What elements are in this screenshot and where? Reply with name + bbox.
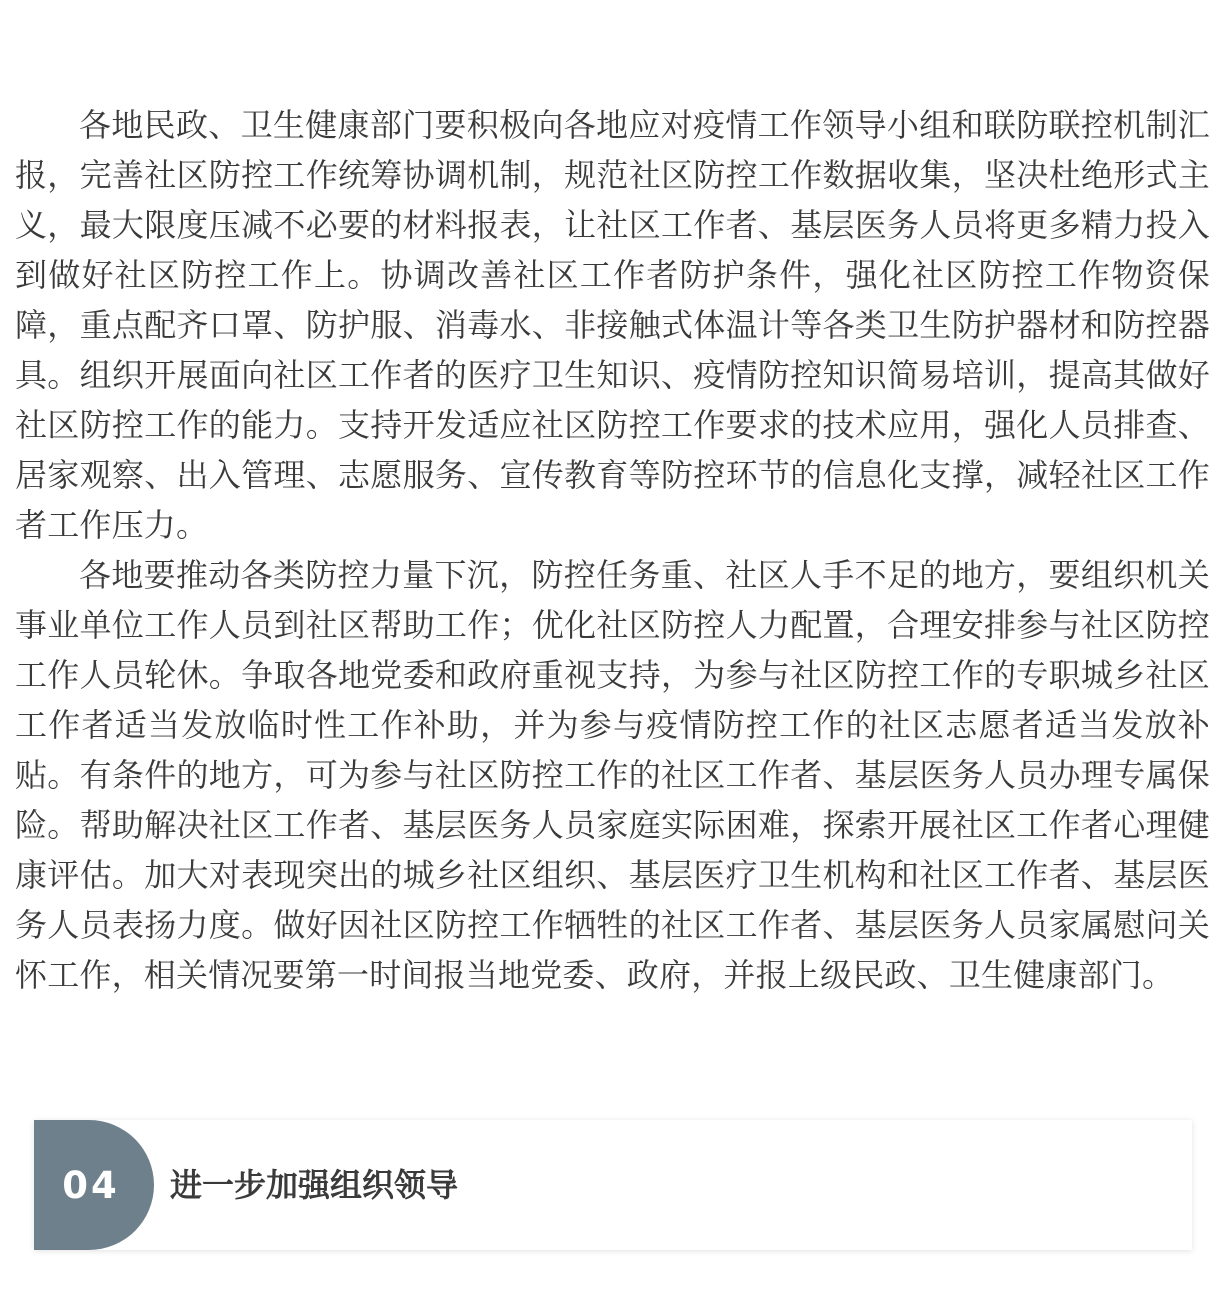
article-paragraph-1: 各地民政、卫生健康部门要积极向各地应对疫情工作领导小组和联防联控机制汇报，完善社区防控工作统筹协调机制，规范社区防控工作数据收集，坚决杜绝形式主义，最大限度压减不必要的材料报表，让社区工作者、基层医务人员将更多精力投入到做好社区防控工作上。协调改善社区工作者防护条件，强化社区防控工作物资保障，重点配齐口罩、防护服、消毒水、非接触式体温计等各类卫生防护器材和防控器具。组织开展面向社区工作者的医疗卫生知识、疫情防控知识简易培训，提高其做好社区防控工作的能力。支持开发适应社区防控工作要求的技术应用，强化人员排查、居家观察、出入管理、志愿服务、宣传教育等防控环节的信息化支撑，减轻社区工作者工作压力。 <box>15 106 1210 544</box>
article-body <box>15 100 1210 1000</box>
section-header-card <box>34 1120 1192 1250</box>
section-title: 进一步加强组织领导 <box>170 1166 459 1204</box>
section-number-tab <box>34 1120 154 1250</box>
article-paragraph-2: 各地要推动各类防控力量下沉，防控任务重、社区人手不足的地方，要组织机关事业单位工作人员到社区帮助工作；优化社区防控人力配置，合理安排参与社区防控工作人员轮休。争取各地党委和政府重视支持，为参与社区防控工作的专职城乡社区工作者适当发放临时性工作补助，并为参与疫情防控工作的社区志愿者适当发放补贴。有条件的地方，可为参与社区防控工作的社区工作者、基层医务人员办理专属保险。帮助解决社区工作者、基层医务人员家庭实际困难，探索开展社区工作者心理健康评估。加大对表现突出的城乡社区组织、基层医疗卫生机构和社区工作者、基层医务人员表扬力度。做好因社区防控工作牺牲的社区工作者、基层医务人员家属慰问关怀工作，相关情况要第一时间报当地党委、政府，并报上级民政、卫生健康部门。 <box>15 556 1210 994</box>
section-number: 04 <box>62 1163 120 1207</box>
